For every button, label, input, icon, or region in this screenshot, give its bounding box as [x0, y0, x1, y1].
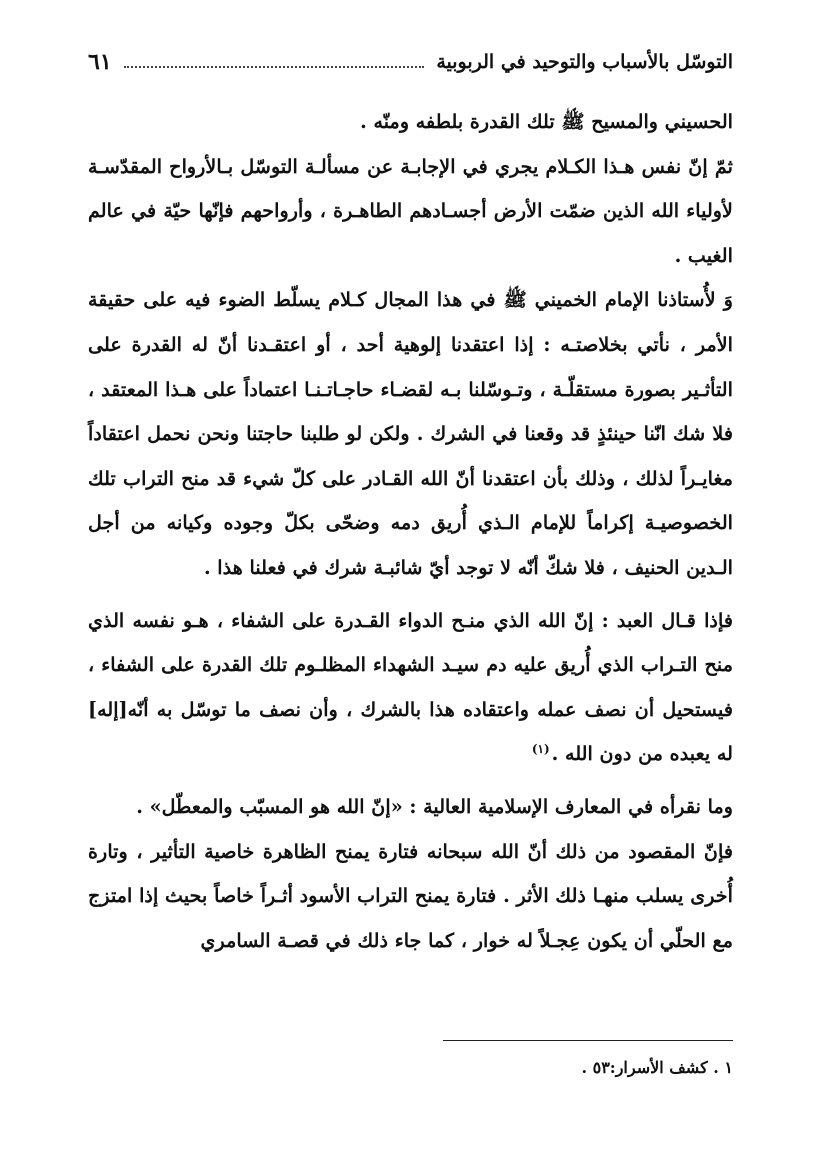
- paragraph: وما نقرأه في المعارف الإسلامية العالية : «إنّ الله هو المسبّب والمعطّل» .: [136, 794, 733, 818]
- running-header: [88, 44, 733, 80]
- paragraph-with-footnote: [88, 599, 733, 777]
- leader-dots: [124, 66, 425, 68]
- footnote: ١ . كشف الأسرار:٥٣ .: [581, 1058, 733, 1077]
- paragraph: وَ لأُستاذنا الإمام الخميني ﷺ في هذا المجال كـلام يسلّط الضوء فيه على حقيقة الأمر ، نأتي بخلاصتـه : إذا اعتقدنا إلوهية أحد ، أو اعتقـدنا أنّ له القدرة على التأثـير بصورة مستقلّـة ، وتـوسّلنا بـه لقضـاء حاجـاتـنـا اعتماداً على هـذا المعتقد ، فلا شك انّنا حينئذٍ قد وقعنا في الشرك . ولكن لو طلبنا حاجتنا ونحن نحمل اعتقاداً مغايـراً لذلك ، وذلك بأن اعتقدنا أنّ الله القـادر على كلّ شيء قد منح التراب تلك الخصوصيـة إكراماً للإمام الـذي أُريق دمه وضحّى بكلّ وجوده وكيانه من أجل الـدين الحنيف ، فلا شكّ أنّه لا توجد أيّ شائبـة شرك في فعلنا هذا .: [88, 288, 733, 579]
- main-text: [88, 100, 733, 963]
- paragraph: فإنّ المقصود من ذلك أنّ الله سبحانه فتارة يمنح الظاهرة خاصية التأثير ، وتارة أُخرى يسلب منهـا ذلك الأثر . فتارة يمنح التراب الأسود أثـراً خاصاً بحيث إذا امتزج مع الحلّي أن يكون عِجـلاً له خوار ، كما جاء ذلك في قصـة السامري: [88, 839, 733, 952]
- paragraph: ثمّ إنّ نفس هـذا الكـلام يجري في الإجابـة عن مسألـة التوسّل بـالأرواح المقدّسـة لأولياء الله الذين ضمّت الأرض أجسـادهم الطاهـرة ، وأرواحهم فإنّها حيّة في عالم الغيب .: [88, 154, 733, 267]
- footnote-separator: [443, 1040, 733, 1041]
- paragraph: الحسيني والمسيح ﷺ تلك القدرة بلطفه ومنّه .: [360, 110, 733, 133]
- page-number: ٦١: [88, 49, 112, 75]
- running-title: التوسّل بالأسباب والتوحيد في الربوبية: [436, 51, 733, 73]
- paragraph-text: فإذا قـال العبد : إنّ الله الذي منـح الدواء القـدرة على الشفاء ، هـو نفسه الذي منح التـراب الذي أُريق عليه دم سيـد الشهداء المظلـوم تلك القدرة على الشفاء ، فيستحيل أن نصف عمله واعتقاده هذا بالشرك ، وأن نصف ما توسّل به أنّه[إله] له يعبده من دون الله .: [88, 608, 733, 766]
- footnote-reference[interactable]: (١): [531, 741, 550, 756]
